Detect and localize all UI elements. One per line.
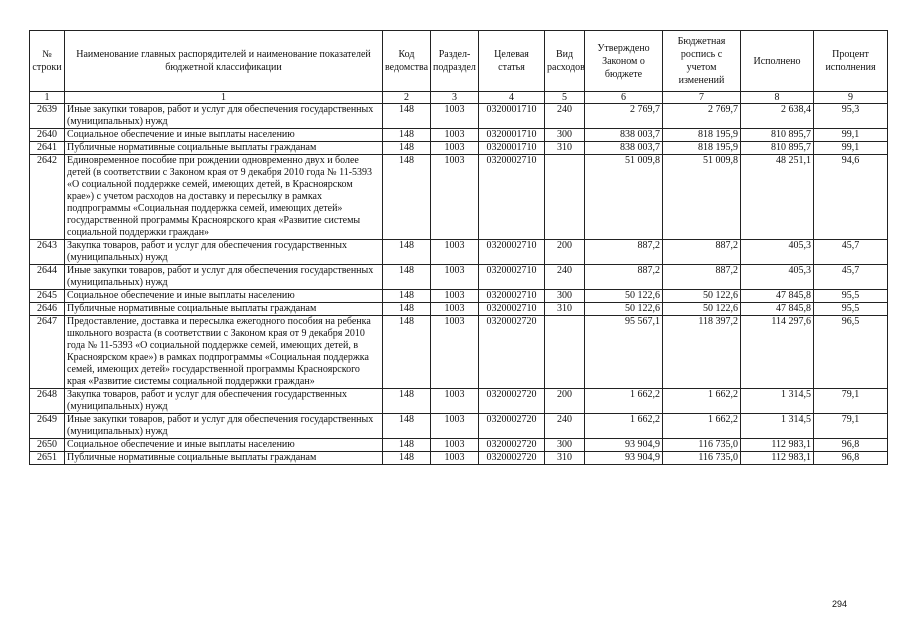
cell-schedule: 51 009,8: [663, 155, 741, 240]
cell-num: 2644: [30, 265, 65, 290]
cell-executed: 47 845,8: [741, 290, 814, 303]
cell-schedule: 887,2: [663, 265, 741, 290]
cell-dept: 148: [383, 155, 431, 240]
cell-num: 2642: [30, 155, 65, 240]
cell-dept: 148: [383, 316, 431, 389]
column-number: 1: [65, 92, 383, 104]
cell-percent: 95,5: [814, 303, 888, 316]
cell-dept: 148: [383, 142, 431, 155]
table-row: [30, 142, 888, 155]
cell-percent: 79,1: [814, 389, 888, 414]
cell-target: 0320002720: [479, 316, 545, 389]
cell-name: Публичные нормативные социальные выплаты гражданам: [65, 303, 383, 316]
cell-target: 0320002710: [479, 265, 545, 290]
cell-executed: 405,3: [741, 265, 814, 290]
cell-section: 1003: [431, 155, 479, 240]
cell-section: 1003: [431, 129, 479, 142]
cell-num: 2647: [30, 316, 65, 389]
budget-execution-table: [29, 30, 888, 465]
cell-num: 2645: [30, 290, 65, 303]
cell-num: 2648: [30, 389, 65, 414]
cell-section: 1003: [431, 303, 479, 316]
cell-name: Закупка товаров, работ и услуг для обеспечения государственных (муниципальных) нужд: [65, 240, 383, 265]
table-row: [30, 129, 888, 142]
cell-schedule: 887,2: [663, 240, 741, 265]
cell-approved: 50 122,6: [585, 290, 663, 303]
cell-name: Социальное обеспечение и иные выплаты населению: [65, 290, 383, 303]
column-number: 5: [545, 92, 585, 104]
header-percent: Процент исполнения: [814, 31, 888, 92]
cell-schedule: 1 662,2: [663, 389, 741, 414]
cell-schedule: 50 122,6: [663, 303, 741, 316]
header-row: [30, 31, 888, 92]
header-schedule: Бюджетная роспись с учетом изменений: [663, 31, 741, 92]
cell-target: 0320002720: [479, 452, 545, 465]
cell-dept: 148: [383, 452, 431, 465]
cell-dept: 148: [383, 240, 431, 265]
cell-name: Предоставление, доставка и пересылка ежегодного пособия на ребенка школьного возраста (в соответствии с Законом края от 9 декабря 2010 года № 11-5393 «О социальной поддержке семей, имеющих детей, в Красноярском крае») в рамках подпрограммы «Социальная поддержка семей, имеющих детей» государственной программы Красноярского края «Развитие системы социальной поддержки граждан»: [65, 316, 383, 389]
cell-executed: 810 895,7: [741, 142, 814, 155]
cell-dept: 148: [383, 265, 431, 290]
cell-name: Социальное обеспечение и иные выплаты населению: [65, 129, 383, 142]
header-executed: Исполнено: [741, 31, 814, 92]
column-number: 4: [479, 92, 545, 104]
cell-name: Закупка товаров, работ и услуг для обеспечения государственных (муниципальных) нужд: [65, 389, 383, 414]
table-row: [30, 290, 888, 303]
cell-target: 0320002710: [479, 290, 545, 303]
header-approved: Утверждено Законом о бюджете: [585, 31, 663, 92]
cell-percent: 95,5: [814, 290, 888, 303]
column-number-row: [30, 92, 888, 104]
page-number: 294: [832, 599, 848, 609]
cell-target: 0320002720: [479, 439, 545, 452]
cell-dept: 148: [383, 290, 431, 303]
cell-approved: 51 009,8: [585, 155, 663, 240]
cell-schedule: 1 662,2: [663, 414, 741, 439]
cell-approved: 1 662,2: [585, 389, 663, 414]
cell-schedule: 116 735,0: [663, 452, 741, 465]
cell-schedule: 818 195,9: [663, 129, 741, 142]
cell-exptype: 200: [545, 240, 585, 265]
cell-exptype: [545, 155, 585, 240]
cell-exptype: 310: [545, 452, 585, 465]
column-number: 2: [383, 92, 431, 104]
cell-percent: 45,7: [814, 240, 888, 265]
cell-num: 2641: [30, 142, 65, 155]
cell-percent: 96,8: [814, 452, 888, 465]
table-row: [30, 414, 888, 439]
cell-exptype: 310: [545, 303, 585, 316]
cell-name: Иные закупки товаров, работ и услуг для обеспечения государственных (муниципальных) нужд: [65, 104, 383, 129]
cell-dept: 148: [383, 389, 431, 414]
cell-section: 1003: [431, 316, 479, 389]
cell-approved: 838 003,7: [585, 129, 663, 142]
cell-target: 0320001710: [479, 142, 545, 155]
cell-num: 2639: [30, 104, 65, 129]
table-row: [30, 240, 888, 265]
cell-percent: 96,5: [814, 316, 888, 389]
column-number: 1: [30, 92, 65, 104]
cell-executed: 2 638,4: [741, 104, 814, 129]
cell-target: 0320001710: [479, 104, 545, 129]
cell-exptype: 300: [545, 129, 585, 142]
cell-section: 1003: [431, 290, 479, 303]
cell-executed: 1 314,5: [741, 414, 814, 439]
cell-dept: 148: [383, 104, 431, 129]
column-number: 6: [585, 92, 663, 104]
header-target: Целевая статья: [479, 31, 545, 92]
cell-target: 0320002710: [479, 240, 545, 265]
cell-dept: 148: [383, 439, 431, 452]
cell-executed: 114 297,6: [741, 316, 814, 389]
cell-executed: 1 314,5: [741, 389, 814, 414]
table-body: [30, 104, 888, 465]
cell-name: Иные закупки товаров, работ и услуг для обеспечения государственных (муниципальных) нужд: [65, 265, 383, 290]
cell-exptype: 240: [545, 414, 585, 439]
cell-section: 1003: [431, 452, 479, 465]
cell-exptype: 300: [545, 290, 585, 303]
cell-section: 1003: [431, 240, 479, 265]
cell-name: Публичные нормативные социальные выплаты гражданам: [65, 142, 383, 155]
cell-approved: 887,2: [585, 265, 663, 290]
cell-approved: 95 567,1: [585, 316, 663, 389]
cell-dept: 148: [383, 303, 431, 316]
cell-target: 0320002720: [479, 414, 545, 439]
cell-name: Единовременное пособие при рождении одновременно двух и более детей (в соответствии с Законом края от 9 декабря 2010 года № 11-5393 «О социальной поддержке семей, имеющих детей, в Красноярском крае») с учетом расходов на доставку и пересылку в рамках подпрограммы «Социальная поддержка семей, имеющих детей» государственной программы Красноярского края «Развитие системы социальной поддержки граждан»: [65, 155, 383, 240]
table-row: [30, 265, 888, 290]
cell-name: Социальное обеспечение и иные выплаты населению: [65, 439, 383, 452]
column-number: 8: [741, 92, 814, 104]
cell-target: 0320001710: [479, 129, 545, 142]
cell-exptype: 240: [545, 104, 585, 129]
header-name: Наименование главных распорядителей и наименование показателей бюджетной классификации: [65, 31, 383, 92]
table-row: [30, 439, 888, 452]
header-section: Раздел-подраздел: [431, 31, 479, 92]
cell-section: 1003: [431, 389, 479, 414]
cell-approved: 93 904,9: [585, 452, 663, 465]
column-number: 9: [814, 92, 888, 104]
cell-exptype: 310: [545, 142, 585, 155]
cell-percent: 99,1: [814, 129, 888, 142]
cell-schedule: 818 195,9: [663, 142, 741, 155]
cell-name: Иные закупки товаров, работ и услуг для обеспечения государственных (муниципальных) нужд: [65, 414, 383, 439]
cell-executed: 112 983,1: [741, 452, 814, 465]
cell-section: 1003: [431, 142, 479, 155]
table-row: [30, 389, 888, 414]
cell-dept: 148: [383, 129, 431, 142]
cell-exptype: 200: [545, 389, 585, 414]
table-row: [30, 155, 888, 240]
cell-percent: 79,1: [814, 414, 888, 439]
column-number: 3: [431, 92, 479, 104]
cell-schedule: 118 397,2: [663, 316, 741, 389]
cell-num: 2650: [30, 439, 65, 452]
cell-schedule: 2 769,7: [663, 104, 741, 129]
cell-target: 0320002710: [479, 303, 545, 316]
cell-executed: 112 983,1: [741, 439, 814, 452]
column-number: 7: [663, 92, 741, 104]
cell-approved: 93 904,9: [585, 439, 663, 452]
cell-percent: 96,8: [814, 439, 888, 452]
cell-percent: 94,6: [814, 155, 888, 240]
cell-executed: 810 895,7: [741, 129, 814, 142]
header-exptype: Вид расходов: [545, 31, 585, 92]
cell-num: 2651: [30, 452, 65, 465]
cell-executed: 405,3: [741, 240, 814, 265]
cell-num: 2649: [30, 414, 65, 439]
cell-percent: 45,7: [814, 265, 888, 290]
cell-name: Публичные нормативные социальные выплаты гражданам: [65, 452, 383, 465]
cell-section: 1003: [431, 439, 479, 452]
cell-section: 1003: [431, 104, 479, 129]
header-dept: Код ведомства: [383, 31, 431, 92]
cell-approved: 2 769,7: [585, 104, 663, 129]
cell-executed: 47 845,8: [741, 303, 814, 316]
cell-schedule: 116 735,0: [663, 439, 741, 452]
header-num: № строки: [30, 31, 65, 92]
cell-percent: 99,1: [814, 142, 888, 155]
cell-exptype: [545, 316, 585, 389]
table-row: [30, 104, 888, 129]
table-row: [30, 452, 888, 465]
table-row: [30, 303, 888, 316]
cell-dept: 148: [383, 414, 431, 439]
cell-approved: 838 003,7: [585, 142, 663, 155]
cell-section: 1003: [431, 265, 479, 290]
cell-approved: 887,2: [585, 240, 663, 265]
cell-percent: 95,3: [814, 104, 888, 129]
cell-num: 2646: [30, 303, 65, 316]
table-row: [30, 316, 888, 389]
cell-exptype: 240: [545, 265, 585, 290]
cell-approved: 50 122,6: [585, 303, 663, 316]
cell-executed: 48 251,1: [741, 155, 814, 240]
cell-schedule: 50 122,6: [663, 290, 741, 303]
cell-num: 2640: [30, 129, 65, 142]
cell-target: 0320002720: [479, 389, 545, 414]
cell-target: 0320002710: [479, 155, 545, 240]
cell-approved: 1 662,2: [585, 414, 663, 439]
cell-num: 2643: [30, 240, 65, 265]
cell-section: 1003: [431, 414, 479, 439]
cell-exptype: 300: [545, 439, 585, 452]
